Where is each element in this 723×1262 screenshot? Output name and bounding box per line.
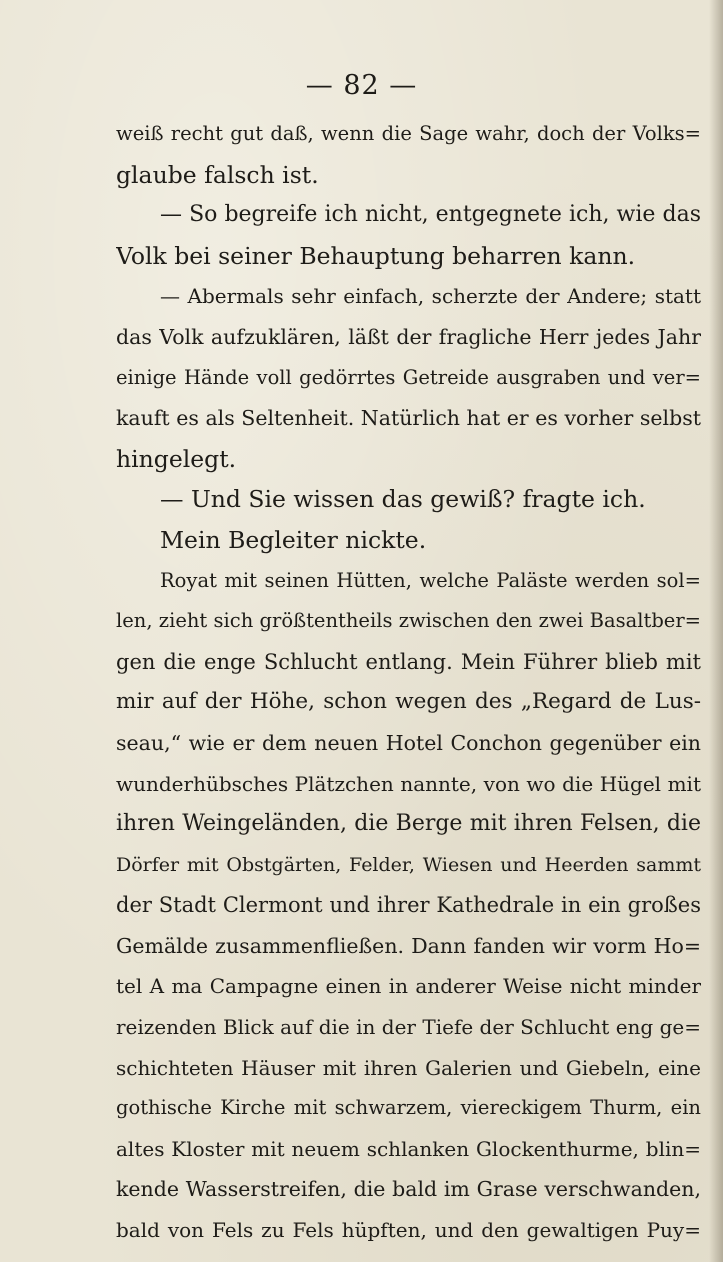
text-line: wunderhübsches Plätzchen nannte, von wo die Hügel mit (116, 771, 701, 796)
text-line: das Volk aufzuklären, läßt der fragliche Herr jedes Jahr (116, 324, 701, 349)
text-line: hingelegt. (116, 444, 237, 473)
text-line: kende Wasserstreifen, die bald im Grase verschwanden, (116, 1177, 701, 1202)
text-line: gen die enge Schlucht entlang. Mein Führer blieb mit (116, 649, 701, 674)
text-line: Gemälde zusammenfließen. Dann fanden wir vorm Ho= (116, 933, 701, 958)
text-line: — Und Sie wissen das gewiß? fragte ich. (160, 485, 646, 514)
text-line: len, zieht sich größtentheils zwischen den zwei Basaltber= (116, 609, 701, 633)
body-text (116, 114, 701, 1251)
text-line: kauft es als Seltenheit. Natürlich hat er es vorher selbst (116, 406, 701, 431)
text-line: reizenden Blick auf die in der Tiefe der Schlucht eng ge= (116, 1015, 701, 1040)
text-line: Mein Begleiter nickte. (160, 525, 427, 554)
text-line: gothische Kirche mit schwarzem, viereckigem Thurm, ein (116, 1096, 701, 1120)
text-line: altes Kloster mit neuem schlanken Glockenthurme, blin= (116, 1136, 701, 1161)
text-line: glaube falsch ist. (116, 160, 319, 189)
page-number-text: — 82 — (305, 70, 418, 101)
page-number (0, 70, 723, 101)
text-line: seau,“ wie er dem neuen Hotel Conchon gegenüber ein (116, 730, 701, 755)
text-line: — Abermals sehr einfach, scherzte der Andere; statt (160, 284, 701, 309)
text-line: mir auf der Höhe, schon wegen des „Regard de Lus- (116, 689, 701, 715)
text-line: der Stadt Clermont und ihrer Kathedrale in ein großes (116, 893, 701, 918)
text-line: schichteten Häuser mit ihren Galerien und Giebeln, eine (116, 1055, 701, 1080)
text-line: Royat mit seinen Hütten, welche Paläste werden sol= (160, 568, 701, 592)
text-line: Volk bei seiner Behauptung beharren kann. (116, 241, 636, 270)
page-edge-shadow (709, 0, 723, 1262)
text-line: — So begreife ich nicht, entgegnete ich, wie das (160, 202, 701, 228)
text-line: Dörfer mit Obstgärten, Felder, Wiesen und Heerden sammt (116, 853, 701, 876)
text-line: tel A ma Campagne einen in anderer Weise nicht minder (116, 974, 701, 999)
text-line: bald von Fels zu Fels hüpften, und den gewaltigen Puy= (116, 1218, 701, 1243)
text-line: weiß recht gut daß, wenn die Sage wahr, doch der Volks= (116, 122, 701, 145)
text-line: einige Hände voll gedörrtes Getreide ausgraben und ver= (116, 365, 701, 389)
text-line: ihren Weingeländen, die Berge mit ihren Felsen, die (116, 811, 701, 837)
